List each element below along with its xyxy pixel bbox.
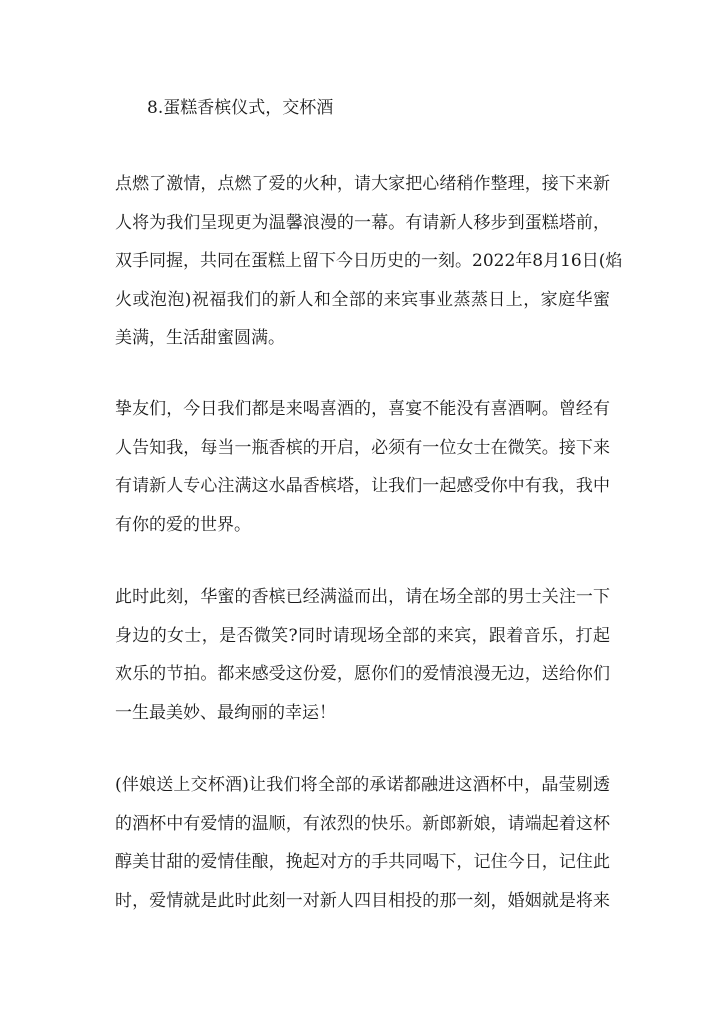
text-line: 挚友们，今日我们都是来喝喜酒的，喜宴不能没有喜酒啊。曾经有 — [115, 399, 610, 419]
paragraph-champagne-tower — [115, 390, 610, 544]
text-line: 的酒杯中有爱情的温顺，有浓烈的快乐。新郎新娘，请端起着这杯 — [115, 813, 610, 834]
text-line: 火或泡泡)祝福我们的新人和全部的来宾事业蒸蒸日上，家庭华蜜 — [115, 289, 610, 310]
text-line: 身边的女士，是否微笑?同时请现场全部的来宾，跟着音乐，打起 — [115, 625, 610, 646]
text-line: 有你的爱的世界。 — [115, 514, 251, 535]
text-line: 点燃了激情，点燃了爱的火种，请大家把心绪稍作整理，接下来新 — [115, 174, 610, 194]
text-line: 时，爱情就是此时此刻一对新人四目相投的那一刻，婚姻就是将来 — [115, 890, 610, 911]
text-line: 欢乐的节拍。都来感受这份爱，愿你们的爱情浪漫无边，送给你们 — [115, 664, 610, 684]
paragraph-champagne-overflow — [115, 578, 610, 732]
text-line: 醇美甘甜的爱情佳酿，挽起对方的手共同喝下，记住今日，记住此 — [115, 852, 610, 872]
text-line: 一生最美妙、最绚丽的幸运！ — [115, 702, 336, 723]
text-line: 人告知我，每当一瓶香槟的开启，必须有一位女士在微笑。接下来 — [115, 437, 610, 458]
paragraph-cake-ceremony — [115, 165, 623, 358]
paragraph-cross-cup-wine — [115, 766, 610, 920]
section-heading: 8.蛋糕香槟仪式，交杯酒 — [147, 98, 334, 118]
text-line: 人将为我们呈现更为温馨浪漫的一幕。有请新人移步到蛋糕塔前， — [115, 212, 610, 233]
text-line: 双手同握，共同在蛋糕上留下今日历史的一刻。2022年8月16日(焰 — [115, 251, 623, 271]
text-line: 美满，生活甜蜜圆满。 — [115, 328, 285, 348]
text-line: 此时此刻，华蜜的香槟已经满溢而出，请在场全部的男士关注一下 — [115, 587, 610, 607]
text-line: (伴娘送上交杯酒)让我们将全部的承诺都融进这酒杯中，晶莹剔透 — [115, 775, 610, 795]
text-line: 有请新人专心注满这水晶香槟塔，让我们一起感受你中有我，我中 — [115, 476, 610, 496]
